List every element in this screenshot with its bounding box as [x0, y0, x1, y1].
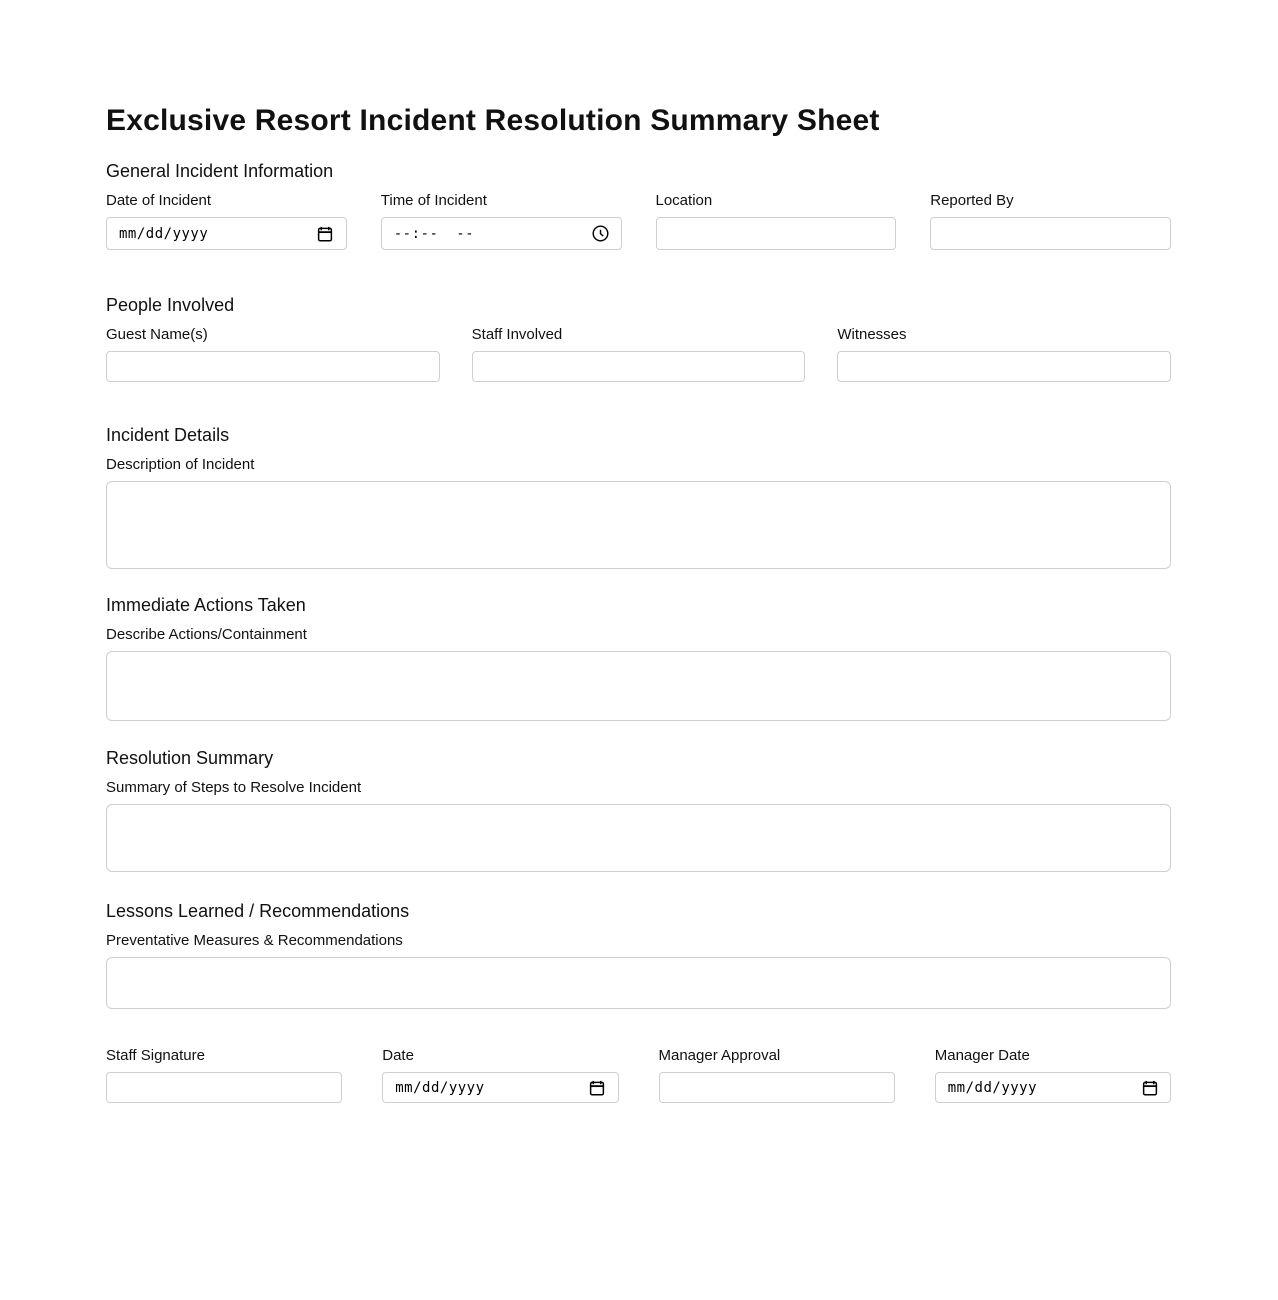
field-guest-names — [106, 326, 440, 382]
section-general-incident-information — [106, 160, 1171, 250]
general-fields-row — [106, 192, 1171, 250]
section-header-general: General Incident Information — [106, 161, 334, 181]
section-header-people: People Involved — [106, 295, 235, 315]
field-description-of-incident — [106, 456, 1171, 569]
field-label-resolution-steps: Summary of Steps to Resolve Incident — [106, 779, 362, 796]
field-describe-actions — [106, 626, 1171, 721]
field-resolution-steps — [106, 779, 1171, 872]
field-preventative-measures — [106, 932, 1171, 1009]
field-signoff-date — [382, 1047, 618, 1103]
field-label-witnesses: Witnesses — [837, 326, 907, 343]
resolution-steps-textarea[interactable] — [106, 804, 1171, 872]
manager-date-placeholder: mm/dd/yyyy — [947, 1079, 1038, 1096]
signoff-fields-row — [106, 1047, 1171, 1103]
describe-actions-textarea[interactable] — [106, 651, 1171, 721]
field-witnesses — [837, 326, 1171, 382]
field-label-location: Location — [655, 192, 713, 209]
field-manager-date — [935, 1047, 1171, 1103]
calendar-icon[interactable] — [1140, 1078, 1159, 1097]
field-label-signoff-date: Date — [382, 1047, 414, 1064]
location-input[interactable] — [656, 217, 897, 250]
reported-by-input[interactable] — [930, 217, 1171, 250]
field-label-guest-names: Guest Name(s) — [106, 326, 208, 343]
preventative-measures-textarea[interactable] — [106, 957, 1171, 1009]
field-label-staff-involved: Staff Involved — [471, 326, 563, 343]
section-resolution-summary — [106, 747, 1171, 872]
section-people-involved — [106, 294, 1171, 382]
field-manager-approval — [659, 1047, 895, 1103]
field-date-of-incident — [106, 192, 347, 250]
field-label-description-of-incident: Description of Incident — [106, 456, 255, 473]
clock-icon[interactable] — [591, 224, 610, 243]
page-title: Exclusive Resort Incident Resolution Summary Sheet — [106, 104, 880, 137]
signoff-date-placeholder: mm/dd/yyyy — [395, 1079, 485, 1096]
field-label-manager-date: Manager Date — [934, 1047, 1030, 1064]
field-label-reported-by: Reported By — [930, 192, 1014, 209]
staff-signature-input[interactable] — [106, 1072, 342, 1103]
calendar-icon[interactable] — [316, 224, 335, 243]
field-label-time-of-incident: Time of Incident — [380, 192, 487, 209]
section-header-immediate-actions: Immediate Actions Taken — [106, 595, 306, 615]
staff-involved-input[interactable] — [472, 351, 806, 382]
date-of-incident-placeholder: mm/dd/yyyy — [119, 225, 209, 242]
people-fields-row — [106, 326, 1171, 382]
date-of-incident-input[interactable] — [106, 217, 347, 250]
section-lessons-learned — [106, 900, 1171, 1009]
witnesses-input[interactable] — [837, 351, 1171, 382]
section-incident-details — [106, 424, 1171, 569]
field-label-describe-actions: Describe Actions/Containment — [106, 626, 307, 643]
field-staff-signature — [106, 1047, 342, 1103]
time-of-incident-placeholder: --:-- -- — [393, 225, 475, 242]
field-label-preventative-measures: Preventative Measures & Recommendations — [106, 932, 403, 949]
section-header-incident-details: Incident Details — [106, 425, 230, 445]
field-staff-involved — [472, 326, 806, 382]
field-reported-by — [930, 192, 1171, 250]
signoff-date-input[interactable] — [382, 1072, 618, 1103]
description-of-incident-textarea[interactable] — [106, 481, 1171, 569]
manager-approval-input[interactable] — [659, 1072, 895, 1103]
calendar-icon[interactable] — [588, 1078, 607, 1097]
section-immediate-actions — [106, 594, 1171, 721]
field-location — [656, 192, 897, 250]
field-label-manager-approval: Manager Approval — [658, 1047, 781, 1064]
guest-names-input[interactable] — [106, 351, 440, 382]
section-header-lessons-learned: Lessons Learned / Recommendations — [106, 901, 410, 921]
manager-date-input[interactable] — [935, 1072, 1171, 1103]
section-header-resolution-summary: Resolution Summary — [106, 748, 274, 768]
section-signoff — [106, 1047, 1171, 1103]
field-time-of-incident — [381, 192, 622, 250]
field-label-staff-signature: Staff Signature — [106, 1047, 205, 1064]
time-of-incident-input[interactable] — [381, 217, 622, 250]
field-label-date-of-incident: Date of Incident — [106, 192, 212, 209]
